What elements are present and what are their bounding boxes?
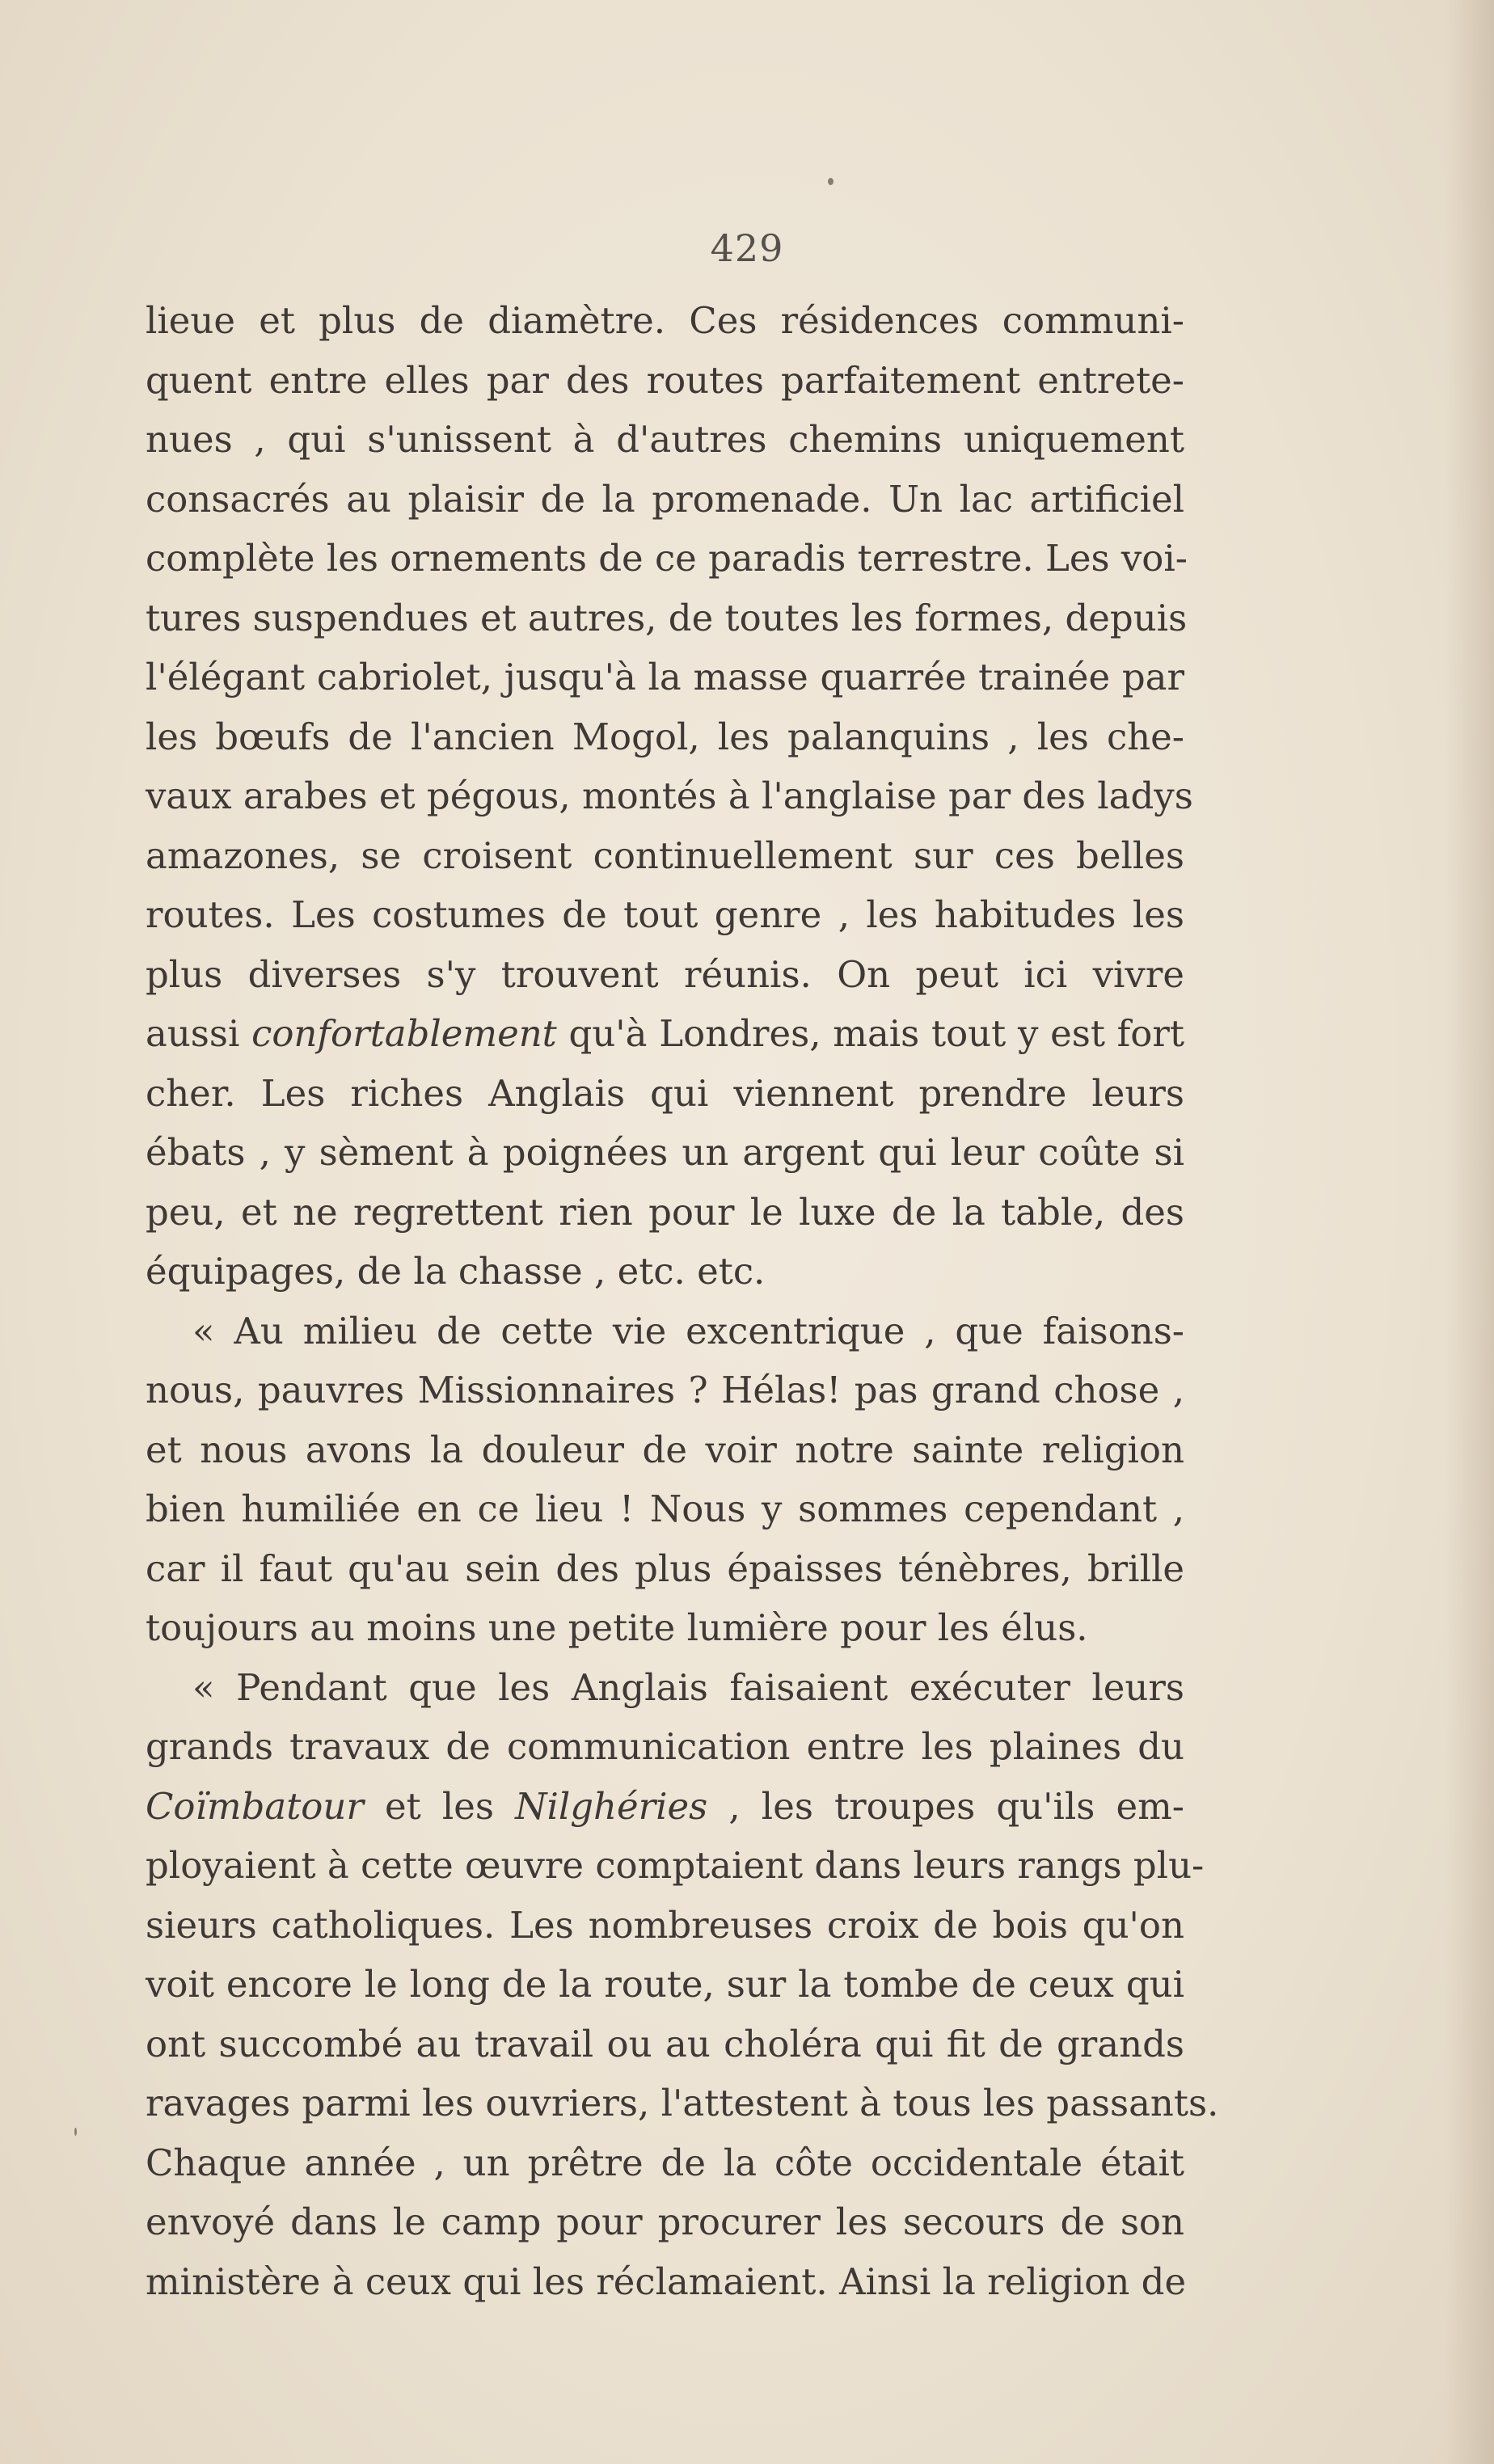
text-line: peu, et ne regrettent rien pour le luxe de la table, des	[146, 1190, 1184, 1234]
text-line: ravages parmi les ouvriers, l'attestent à tous les passants.	[146, 2082, 1219, 2124]
text-line: envoyé dans le camp pour procurer les secours de son	[146, 2200, 1184, 2243]
text-line-with-italic	[146, 1004, 1184, 1064]
paragraph-2	[146, 1302, 1184, 1658]
text-line: vaux arabes et pégous, montés à l'anglaise par des ladys	[146, 774, 1193, 817]
text-line-indented	[146, 1658, 1184, 1718]
ink-speck	[74, 2128, 77, 2136]
text-line: ébats , y sèment à poignées un argent qui leur coûte si	[146, 1131, 1184, 1174]
text-run: « Pendant que les Anglais faisaient exécuter leurs	[192, 1665, 1184, 1709]
text-line: grands travaux de communication entre les plaines du	[146, 1725, 1184, 1768]
page-edge-shadow	[1445, 0, 1494, 2464]
italic-place-name: Coïmbatour	[146, 1784, 364, 1828]
text-line: les bœufs de l'ancien Mogol, les palanquins , les che-	[146, 715, 1184, 758]
text-line: lieue et plus de diamètre. Ces résidences communi-	[146, 299, 1184, 342]
text-line: plus diverses s'y trouvent réunis. On peut ici vivre	[146, 952, 1184, 996]
text-run: aussi	[146, 1012, 252, 1055]
text-line: ministère à ceux qui les réclamaient. Ainsi la religion de	[146, 2259, 1187, 2303]
body-text	[146, 291, 1219, 2311]
page-number: 429	[710, 226, 784, 270]
text-line: nues , qui s'unissent à d'autres chemins uniquement	[146, 418, 1184, 461]
italic-word: confortablement	[251, 1012, 557, 1055]
text-line: et nous avons la douleur de voir notre sainte religion	[146, 1428, 1184, 1471]
paragraph-3	[146, 1658, 1219, 2312]
text-line: car il faut qu'au sein des plus épaisses ténèbres, brille	[146, 1546, 1184, 1590]
text-line: voit encore le long de la route, sur la tombe de ceux qui	[146, 1963, 1184, 2006]
text-line: routes. Les costumes de tout genre , les habitudes les	[146, 893, 1184, 936]
text-line-with-italic	[146, 1777, 1184, 1837]
text-run: , les troupes qu'ils em-	[707, 1784, 1184, 1828]
text-line: ont succombé au travail ou au choléra qui fit de grands	[146, 2022, 1184, 2065]
text-line: amazones, se croisent continuellement sur ces belles	[146, 833, 1184, 877]
text-line: cher. Les riches Anglais qui viennent prendre leurs	[146, 1071, 1184, 1115]
text-line: tures suspendues et autres, de toutes les formes, depuis	[146, 596, 1188, 639]
text-line: nous, pauvres Missionnaires ? Hélas! pas grand chose ,	[146, 1369, 1184, 1411]
text-run: qu'à Londres, mais tout y est fort	[556, 1012, 1184, 1055]
text-line: toujours au moins une petite lumière pour les élus.	[146, 1606, 1088, 1649]
paragraph-1	[146, 291, 1193, 1302]
text-line: équipages, de la chasse , etc. etc.	[146, 1250, 766, 1293]
text-line: consacrés au plaisir de la promenade. Un lac artificiel	[146, 477, 1184, 521]
text-line: l'élégant cabriolet, jusqu'à la masse quarrée trainée par	[146, 656, 1184, 698]
italic-place-name: Nilghéries	[515, 1784, 708, 1828]
text-line: Chaque année , un prêtre de la côte occidentale était	[146, 2141, 1184, 2184]
text-line-indented	[146, 1302, 1184, 1361]
text-run: « Au milieu de cette vie excentrique , que faisons-	[192, 1309, 1184, 1352]
text-run: et les	[363, 1784, 516, 1828]
ink-speck	[828, 178, 834, 185]
text-line: sieurs catholiques. Les nombreuses croix de bois qu'on	[146, 1903, 1184, 1947]
text-line: bien humiliée en ce lieu ! Nous y sommes cependant ,	[146, 1487, 1184, 1530]
text-line: ployaient à cette œuvre comptaient dans leurs rangs plu-	[146, 1844, 1205, 1887]
text-line: quent entre elles par des routes parfaitement entrete-	[146, 358, 1184, 402]
text-line: complète les ornements de ce paradis terrestre. Les voi-	[146, 537, 1188, 580]
